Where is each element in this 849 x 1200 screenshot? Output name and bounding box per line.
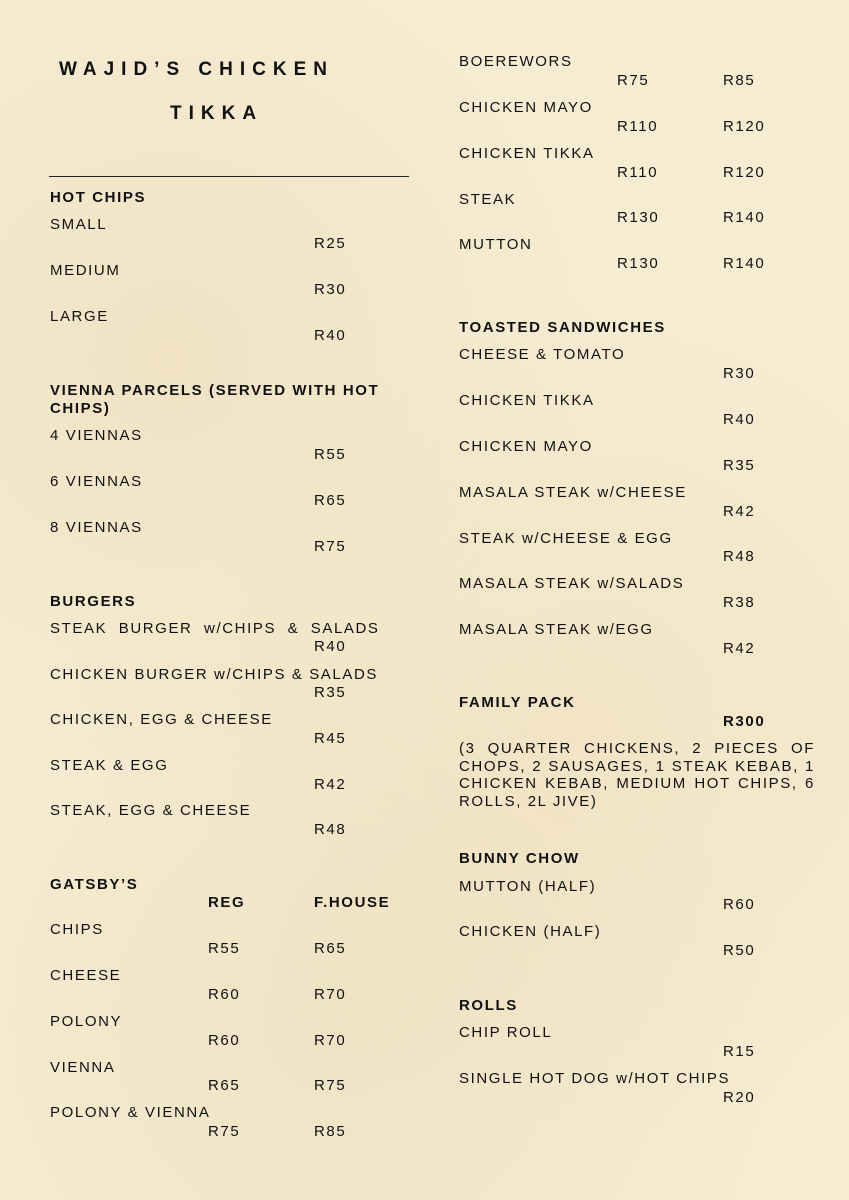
menu-item-name: CHICKEN MAYO bbox=[459, 438, 593, 455]
section-heading-hot-chips: HOT CHIPS bbox=[50, 189, 147, 206]
menu-item-price: R15 bbox=[723, 1043, 756, 1060]
family-pack-description: (3 QUARTER CHICKENS, 2 PIECES OF CHOPS, 2 SAUSAGES, 1 STEAK KEBAB, 1 CHICKEN KEBAB, MEDIUM HOT CHIPS, 6 ROLLS, 2L JIVE) bbox=[459, 740, 815, 810]
menu-item-price: R42 bbox=[314, 776, 347, 793]
menu-item-name: STEAK BURGER w/CHIPS & SALADS bbox=[50, 620, 380, 637]
section-heading-family-pack: FAMILY PACK bbox=[459, 694, 576, 711]
menu-item-name: CHEESE & TOMATO bbox=[459, 346, 626, 363]
menu-item-price: R30 bbox=[723, 365, 756, 382]
section-heading-burgers: BURGERS bbox=[50, 593, 137, 610]
menu-item-name: 8 VIENNAS bbox=[50, 519, 143, 536]
menu-item-name: MASALA STEAK w/CHEESE bbox=[459, 484, 687, 501]
menu-item-price: R20 bbox=[723, 1089, 756, 1106]
section-heading-toasted-sandwiches: TOASTED SANDWICHES bbox=[459, 319, 666, 336]
menu-title-line2: TIKKA bbox=[170, 103, 264, 124]
menu-item-price-reg: R75 bbox=[208, 1123, 241, 1140]
menu-item-price: R40 bbox=[314, 638, 347, 655]
menu-item-price: R38 bbox=[723, 594, 756, 611]
menu-item-price: R50 bbox=[723, 942, 756, 959]
family-pack-price: R300 bbox=[723, 713, 766, 730]
title-divider bbox=[49, 176, 409, 177]
menu-item-name: CHICKEN MAYO bbox=[459, 99, 593, 116]
menu-item-price-fhouse: R85 bbox=[314, 1123, 347, 1140]
menu-item-name: 6 VIENNAS bbox=[50, 473, 143, 490]
menu-item-price-reg: R110 bbox=[617, 164, 659, 181]
menu-item-name: SINGLE HOT DOG w/HOT CHIPS bbox=[459, 1070, 731, 1087]
menu-item-name: POLONY bbox=[50, 1013, 123, 1030]
section-heading-bunny-chow: BUNNY CHOW bbox=[459, 850, 580, 867]
menu-item-name: CHEESE bbox=[50, 967, 122, 984]
menu-item-price: R65 bbox=[314, 492, 347, 509]
section-heading-gatsbys: GATSBY’S bbox=[50, 876, 139, 893]
menu-item-price-reg: R110 bbox=[617, 118, 659, 135]
menu-item-price-fhouse: R120 bbox=[723, 118, 766, 135]
menu-item-name: BOEREWORS bbox=[459, 53, 573, 70]
menu-item-price-reg: R55 bbox=[208, 940, 241, 957]
menu-title-line1: WAJID’S CHICKEN bbox=[59, 59, 334, 80]
menu-item-name: MASALA STEAK w/SALADS bbox=[459, 575, 685, 592]
menu-item-name: LARGE bbox=[50, 308, 109, 325]
menu-item-price-fhouse: R85 bbox=[723, 72, 756, 89]
menu-item-price-reg: R130 bbox=[617, 209, 660, 226]
menu-item-name: MEDIUM bbox=[50, 262, 121, 279]
menu-item-name: 4 VIENNAS bbox=[50, 427, 143, 444]
menu-item-name: CHIP ROLL bbox=[459, 1024, 553, 1041]
menu-item-price: R55 bbox=[314, 446, 347, 463]
menu-item-name: MASALA STEAK w/EGG bbox=[459, 621, 654, 638]
menu-item-name: CHICKEN BURGER w/CHIPS & SALADS bbox=[50, 666, 378, 683]
menu-item-name: CHICKEN TIKKA bbox=[459, 392, 595, 409]
menu-item-price: R48 bbox=[314, 821, 347, 838]
menu-item-name: VIENNA bbox=[50, 1059, 116, 1076]
menu-item-name: MUTTON (HALF) bbox=[459, 878, 597, 895]
menu-item-name: CHIPS bbox=[50, 921, 104, 938]
menu-item-name: STEAK & EGG bbox=[50, 757, 169, 774]
menu-item-price: R42 bbox=[723, 503, 756, 520]
menu-item-price-reg: R65 bbox=[208, 1077, 241, 1094]
menu-item-price-fhouse: R65 bbox=[314, 940, 347, 957]
menu-item-price-fhouse: R70 bbox=[314, 986, 347, 1003]
section-heading-vienna-parcels: VIENNA PARCELS (SERVED WITH HOT bbox=[50, 382, 380, 399]
menu-item-price: R60 bbox=[723, 896, 756, 913]
menu-item-price: R45 bbox=[314, 730, 347, 747]
menu-item-price-fhouse: R120 bbox=[723, 164, 766, 181]
menu-item-price: R42 bbox=[723, 640, 756, 657]
menu-item-name: STEAK, EGG & CHEESE bbox=[50, 802, 252, 819]
menu-item-name: CHICKEN (HALF) bbox=[459, 923, 602, 940]
menu-item-price-reg: R60 bbox=[208, 986, 241, 1003]
menu-item-price: R40 bbox=[314, 327, 347, 344]
menu-item-price: R25 bbox=[314, 235, 347, 252]
menu-item-price: R35 bbox=[314, 684, 347, 701]
menu-item-price-reg: R130 bbox=[617, 255, 660, 272]
column-header-fhouse: F.HOUSE bbox=[314, 894, 391, 911]
menu-item-price-fhouse: R75 bbox=[314, 1077, 347, 1094]
menu-item-name: SMALL bbox=[50, 216, 108, 233]
section-heading-vienna-parcels-cont: CHIPS) bbox=[50, 400, 111, 417]
menu-item-name: POLONY & VIENNA bbox=[50, 1104, 211, 1121]
menu-item-price-fhouse: R140 bbox=[723, 255, 766, 272]
menu-item-name: MUTTON bbox=[459, 236, 533, 253]
menu-item-name: STEAK bbox=[459, 191, 517, 208]
menu-item-name: CHICKEN TIKKA bbox=[459, 145, 595, 162]
menu-item-price: R48 bbox=[723, 548, 756, 565]
menu-item-price-reg: R60 bbox=[208, 1032, 241, 1049]
menu-item-name: STEAK w/CHEESE & EGG bbox=[459, 530, 673, 547]
section-heading-rolls: ROLLS bbox=[459, 997, 518, 1014]
menu-item-price: R35 bbox=[723, 457, 756, 474]
menu-item-name: CHICKEN, EGG & CHEESE bbox=[50, 711, 273, 728]
menu-item-price-reg: R75 bbox=[617, 72, 650, 89]
menu-item-price: R75 bbox=[314, 538, 347, 555]
menu-item-price-fhouse: R70 bbox=[314, 1032, 347, 1049]
column-header-reg: REG bbox=[208, 894, 246, 911]
menu-item-price: R40 bbox=[723, 411, 756, 428]
menu-item-price: R30 bbox=[314, 281, 347, 298]
menu-item-price-fhouse: R140 bbox=[723, 209, 766, 226]
